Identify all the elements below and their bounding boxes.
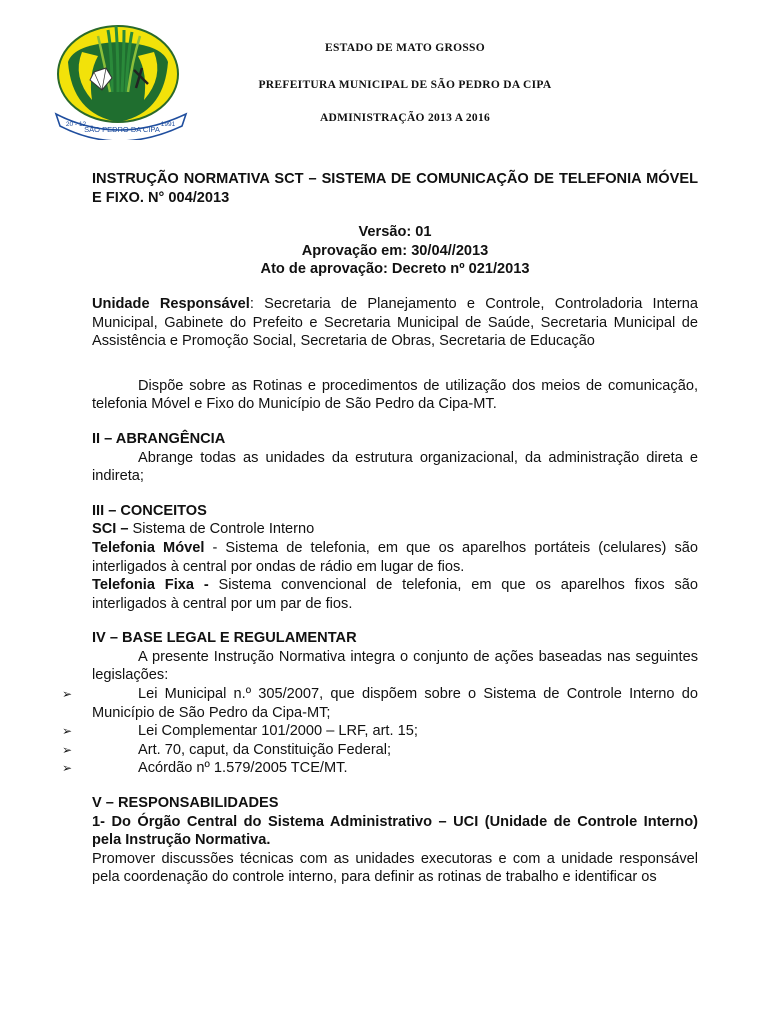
concept-mobile-text: - Sistema de telefonia, em que os aparelhos portáteis (celulares) são interligados à central por ondas de rádio em lugar de fios. — [92, 539, 698, 575]
approval-date: Aprovação em: 30/04//2013 — [301, 242, 489, 259]
concept-fixed-label: Telefonia Fixa - — [92, 577, 209, 594]
section-scope-text: Abrange todas as unidades da estrutura organizacional, da administração direta e indireta; — [92, 449, 698, 485]
header-prefecture: PREFEITURA MUNICIPAL DE SÃO PEDRO DA CIPA — [258, 79, 552, 91]
concept-fixed — [92, 576, 698, 613]
summary: Dispõe sobre as Rotinas e procedimentos de utilização dos meios de comunicação, telefonia Móvel e Fixo do Município de São Pedro da Cipa-MT. — [92, 377, 698, 413]
logo-ribbon-right: 1991 — [160, 121, 176, 128]
section-legal-intro: A presente Instrução Normativa integra o conjunto de ações baseadas nas seguintes legislações: — [92, 648, 698, 684]
approval-act: Ato de aprovação: Decreto nº 021/2013 — [260, 261, 530, 278]
section-responsibilities-text: Promover discussões técnicas com as unidades executoras e com a unidade responsável pela coordenação do controle interno, para definir as rotinas de trabalho e identificar os — [92, 850, 698, 886]
bullet-arrow-icon: ➢ — [62, 742, 73, 757]
header-administration: ADMINISTRAÇÃO 2013 A 2016 — [319, 112, 491, 124]
bullet-arrow-icon: ➢ — [62, 724, 73, 739]
law-item-1: ➢ Lei Municipal n.º 305/2007, que dispõem sobre o Sistema de Controle Interno do Município de São Pedro da Cipa-MT; — [62, 686, 698, 721]
law-item-2: ➢ Lei Complementar 101/2000 – LRF, art. 15; — [62, 723, 418, 740]
concept-fixed-text: Sistema convencional de telefonia, em que os aparelhos fixos são interligados à central por um par de fios. — [92, 577, 698, 612]
document-title: INSTRUÇÃO NORMATIVA SCT – SISTEMA DE COMUNICAÇÃO DE TELEFONIA MÓVEL E FIXO. N° 004/2013 — [92, 171, 698, 206]
responsible-unit — [92, 295, 698, 351]
law-item-3: ➢ Art. 70, caput, da Constituição Federal; — [62, 741, 392, 758]
header-state: ESTADO DE MATO GROSSO — [325, 42, 485, 54]
concept-sci — [92, 520, 698, 539]
concept-sci-label: SCI – — [92, 521, 129, 538]
coat-of-arms-logo — [52, 22, 190, 140]
section-legal-title: IV – BASE LEGAL E REGULAMENTAR — [92, 630, 357, 647]
bullet-arrow-icon: ➢ — [62, 687, 73, 702]
version: Versão: 01 — [358, 224, 432, 241]
bullet-arrow-icon: ➢ — [62, 761, 73, 776]
concept-mobile — [92, 539, 698, 576]
responsible-unit-text: : Secretaria de Planejamento e Controle, Controladoria Interna Municipal, Gabinete do Prefeito e Secretaria Municipal de Saúde, Secretaria Municipal de Assistência e Promoção Social, Secretaria de Obras, Secretaria de Educação — [92, 295, 698, 350]
law-item-4: ➢ Acórdão nº 1.579/2005 TCE/MT. — [62, 760, 348, 777]
document-body — [62, 170, 698, 887]
section-scope-title: II – ABRANGÊNCIA — [92, 430, 226, 447]
responsible-unit-label: Unidade Responsável — [92, 295, 250, 312]
logo-ribbon-text: SÃO PEDRO DA CIPA — [84, 125, 160, 134]
concept-sci-text: Sistema de Controle Interno — [128, 521, 315, 538]
section-responsibilities-subtitle: 1- Do Órgão Central do Sistema Administrativo – UCI (Unidade de Controle Interno) pela Instrução Normativa. — [92, 813, 698, 849]
logo-ribbon-left: 20 - 12 — [65, 121, 87, 128]
concept-mobile-label: Telefonia Móvel — [92, 539, 205, 556]
section-responsibilities-title: V – RESPONSABILIDADES — [92, 795, 279, 812]
section-concepts-title: III – CONCEITOS — [92, 502, 207, 519]
